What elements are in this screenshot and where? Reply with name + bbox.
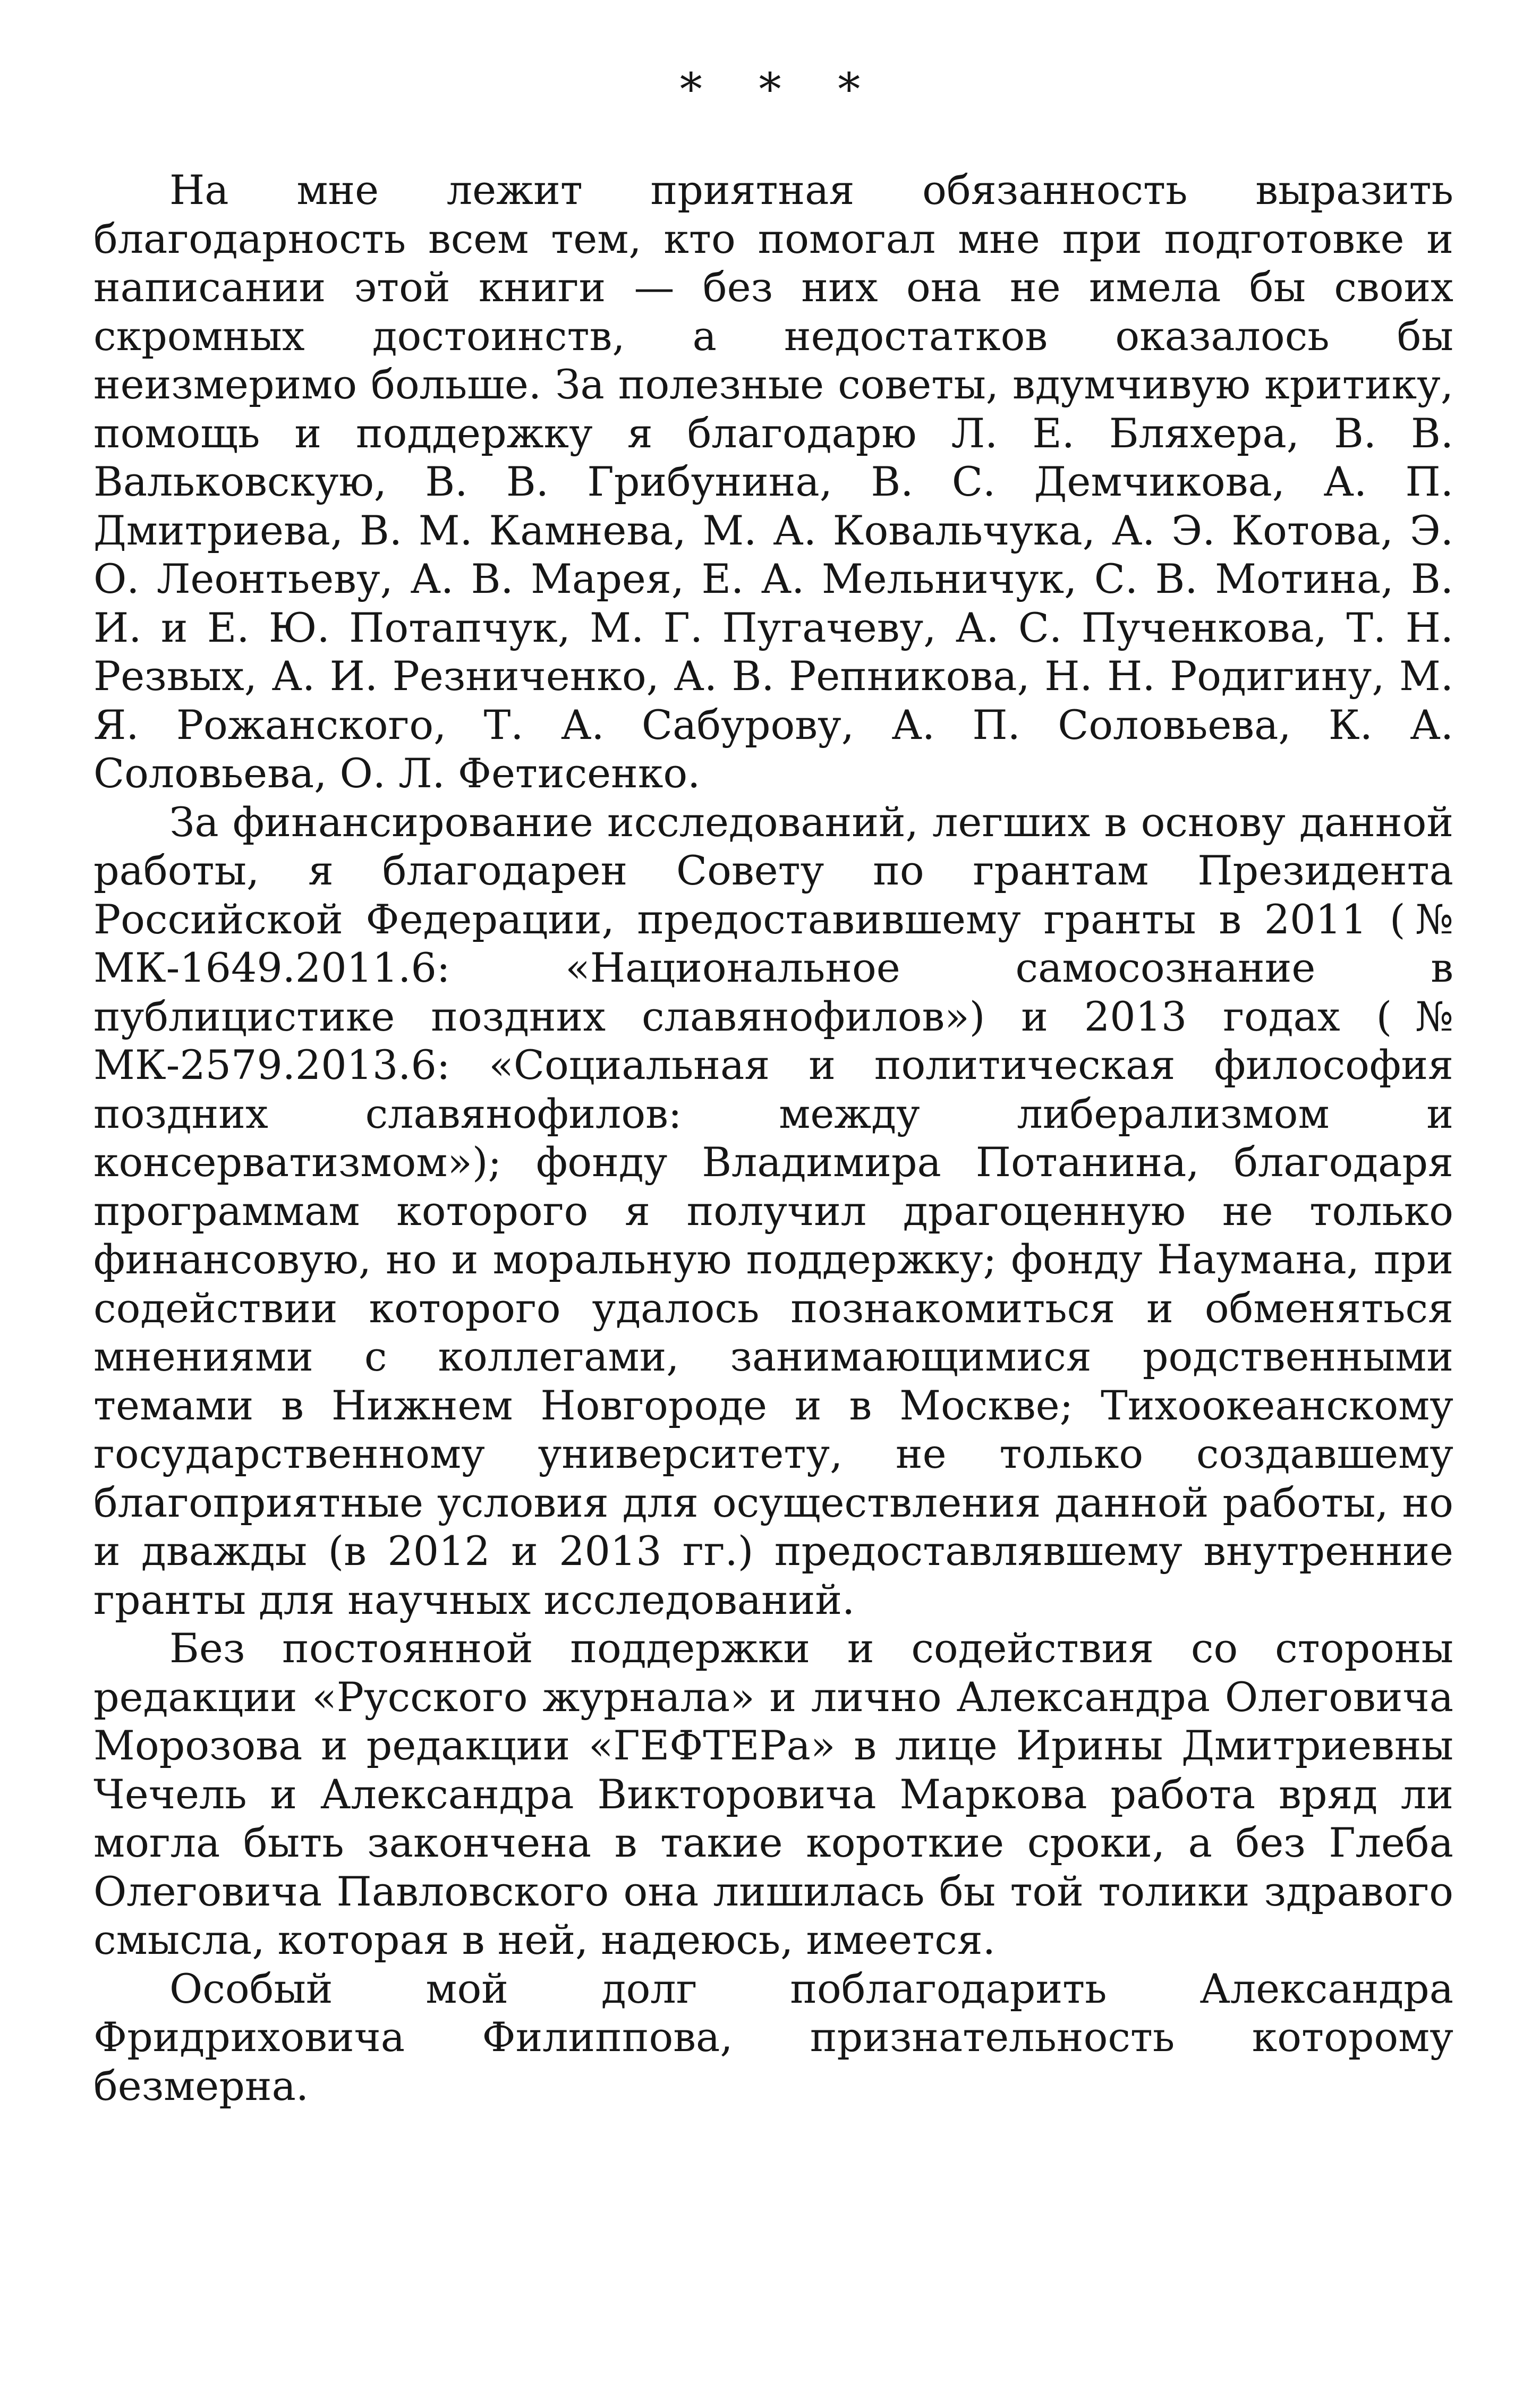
- paragraph-thanks-filippov: Особый мой долг поблагодарить Александра Фридриховича Филиппова, признательность которому безмерна.: [93, 1964, 1453, 2110]
- acknowledgements-text: [93, 166, 1453, 2110]
- paragraph-thanks-funding: За финансирование исследований, легших в основу данной работы, я благодарен Совету по грантам Президента Российской Федерации, предоставившему гранты в 2011 (№ МК-1649.2011.6: «Национальное самосознание в публицистике поздних славянофилов») и 2013 годах (№ МК-2579.2013.6: «Социальная и политическая философия поздних славянофилов: между либерализмом и консерватизмом»); фонду Владимира Потанина, благодаря программам которого я получил драгоценную не только финансовую, но и моральную поддержку; фонду Наумана, при содействии которого удалось познакомиться и обменяться мнениями с коллегами, занимающимися родственными темами в Нижнем Новгороде и в Москве; Тихоокеанскому государственному университету, не только создавшему благоприятные условия для осуществления данной работы, но и дважды (в 2012 и 2013 гг.) предоставлявшему внутренние гранты для научных исследований.: [93, 798, 1453, 1623]
- paragraph-thanks-colleagues: На мне лежит приятная обязанность выразить благодарность всем тем, кто помогал мне при подготовке и написании этой книги — без них она не имела бы своих скромных достоинств, а недостатков оказалось бы неизмеримо больше. За полезные советы, вдумчивую критику, помощь и поддержку я благодарю Л. Е. Бляхера, В. В. Вальковскую, В. В. Грибунина, В. С. Демчикова, А. П. Дмитриева, В. М. Камнева, М. А. Ковальчука, А. Э. Котова, Э. О. Леонтьеву, А. В. Марея, Е. А. Мельничук, С. В. Мотина, В. И. и Е. Ю. Потапчук, М. Г. Пугачеву, А. С. Пученкова, Т. Н. Резвых, А. И. Резниченко, А. В. Репникова, Н. Н. Родигину, М. Я. Рожанского, Т. А. Сабурову, А. П. Соловьева, К. А. Соловьева, О. Л. Фетисенко.: [93, 166, 1453, 797]
- paragraph-thanks-editors: Без постоянной поддержки и содействия со стороны редакции «Русского журнала» и лично Александра Олеговича Морозова и редакции «ГЕФТЕРа» в лице Ирины Дмитриевны Чечель и Александра Викторовича Маркова работа вряд ли могла быть закончена в такие короткие сроки, а без Глеба Олеговича Павловского она лишилась бы той толики здравого смысла, которая в ней, надеюсь, имеется.: [93, 1624, 1453, 1963]
- section-break-asterisks: * * *: [679, 63, 882, 115]
